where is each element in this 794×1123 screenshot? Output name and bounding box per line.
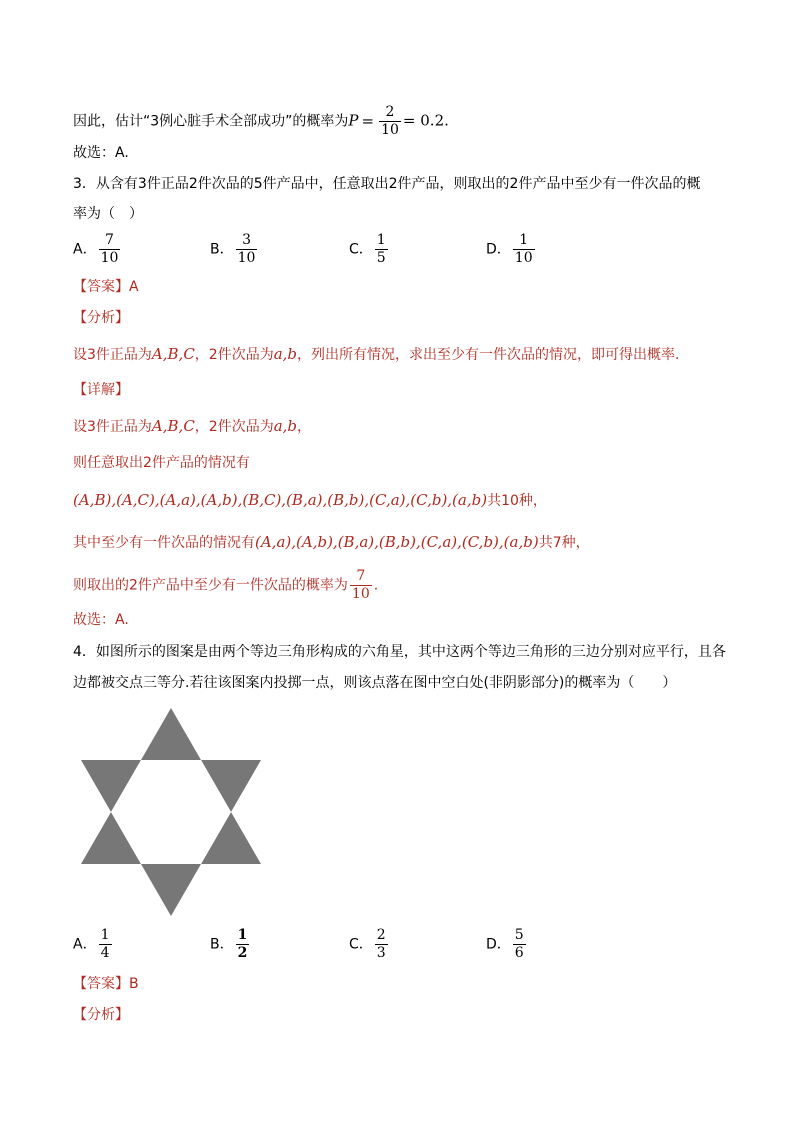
text-segment: 其中至少有一件次品的情况有	[73, 535, 255, 551]
option-fraction	[375, 232, 388, 267]
answer-3: 【答案】A	[73, 279, 139, 295]
question-4-line-2: 边都被交点三等分.若往该图案内投掷一点，则该点落在图中空白处(非阴影部分)的概率为（ ）	[73, 675, 677, 691]
fraction-numerator: 2	[376, 927, 386, 943]
q3-option-b[interactable]	[210, 232, 259, 267]
question-3-line-2: 率为（ ）	[73, 206, 143, 222]
conclusion-value: = 0.2.	[402, 111, 449, 130]
result-line	[73, 568, 378, 603]
all-cases-list: (A,B),(A,C),(A,a),(A,b),(B,C),(B,a),(B,b),(C,a),(C,b),(a,b)	[73, 491, 488, 509]
text-segment: ，2件次品为	[194, 347, 274, 363]
fraction-denominator: 2	[237, 945, 248, 961]
question-4-line-1: 4．如图所示的图案是由两个等边三角形构成的六角星，其中这两个等边三角形的三边分别对应平行，且各	[73, 644, 726, 660]
analysis-4-heading: 【分析】	[73, 1007, 129, 1023]
fraction-denominator: 3	[376, 945, 386, 961]
option-fraction	[375, 927, 388, 962]
q3-option-a[interactable]	[73, 232, 122, 267]
subset-cases-count: 共7种，	[538, 535, 590, 551]
text-segment: ，2件次品为	[194, 419, 274, 435]
fraction-numerator: 2	[385, 104, 395, 120]
text-segment: 设3件正品为	[73, 419, 152, 435]
text-segment: ，	[297, 419, 312, 435]
text-segment: 则取出的2件产品中至少有一件次品的概率为	[73, 577, 348, 594]
option-label: C．	[349, 241, 373, 258]
option-label: D．	[486, 241, 511, 258]
fraction-numerator: 3	[242, 232, 251, 248]
fraction-numerator: 1	[237, 927, 248, 943]
text-segment: ，列出所有情况，求出至少有一件次品的情况，即可得出概率.	[297, 347, 680, 363]
q4-option-b[interactable]	[210, 927, 251, 962]
option-fraction	[236, 232, 258, 267]
text-segment: .	[373, 577, 379, 594]
fraction-denominator: 10	[100, 250, 119, 266]
analysis-3-text	[73, 344, 680, 365]
detail-3-setup	[73, 416, 311, 437]
select-line-2: 故选：A.	[73, 145, 129, 161]
q4-option-a[interactable]	[73, 927, 114, 962]
analysis-3-heading: 【分析】	[73, 310, 129, 326]
prob-symbol: P	[348, 111, 359, 130]
q4-option-c[interactable]	[349, 927, 390, 962]
fraction-denominator: 10	[351, 586, 370, 602]
fraction-denominator: 10	[237, 250, 256, 266]
math-lower-set: a,b	[273, 417, 298, 435]
subset-cases-list: (A,a),(A,b),(B,a),(B,b),(C,a),(C,b),(a,b)	[255, 533, 539, 551]
q3-option-d[interactable]	[486, 232, 537, 267]
q3-option-c[interactable]	[349, 232, 390, 267]
fraction-numerator: 1	[376, 232, 386, 248]
fraction-numerator: 5	[514, 927, 524, 943]
subset-cases-line	[73, 532, 590, 553]
equals-sign: =	[361, 111, 375, 130]
select-line-3: 故选：A.	[73, 612, 129, 628]
fraction-numerator: 7	[105, 232, 114, 248]
option-label: C．	[349, 936, 373, 953]
fraction-denominator: 6	[514, 945, 524, 961]
fraction-numerator: 7	[356, 568, 366, 584]
fraction-denominator: 10	[381, 122, 399, 138]
math-lower-set: a,b	[273, 345, 298, 363]
hexagram-figure	[80, 706, 262, 918]
star-point-top	[141, 708, 201, 760]
all-cases-count: 共10种，	[487, 493, 547, 509]
fraction-denominator: 10	[514, 250, 533, 266]
detail-3-heading: 【详解】	[73, 382, 129, 398]
option-label: A．	[73, 241, 97, 258]
q4-option-d[interactable]	[486, 927, 528, 962]
conclusion-text: 因此，估计“3例心脏手术全部成功”的概率为	[73, 113, 349, 130]
option-label: B．	[210, 241, 234, 258]
question-3-line-1: 3．从含有3件正品2件次品的5件产品中，任意取出2件产品，则取出的2件产品中至少有一件次品的概	[73, 176, 701, 192]
text-segment: 设3件正品为	[73, 347, 152, 363]
fraction-2-10	[379, 104, 401, 139]
fraction-denominator: 4	[100, 945, 110, 961]
option-fraction	[99, 927, 112, 962]
conclusion-line	[73, 104, 449, 139]
case-intro: 则任意取出2件产品的情况有	[73, 455, 250, 471]
all-cases-line	[73, 490, 547, 511]
math-upper-set: A,B,C	[151, 345, 195, 363]
option-fraction	[236, 927, 250, 962]
fraction-numerator: 1	[519, 232, 529, 248]
option-label: B．	[210, 936, 234, 953]
result-fraction	[350, 568, 372, 603]
option-label: D．	[486, 936, 511, 953]
fraction-numerator: 1	[100, 927, 110, 943]
option-fraction	[513, 927, 526, 962]
option-label: A．	[73, 936, 97, 953]
fraction-denominator: 5	[376, 250, 386, 266]
math-upper-set: A,B,C	[151, 417, 195, 435]
option-fraction	[99, 232, 121, 267]
star-point-bottom	[141, 864, 201, 916]
option-fraction	[513, 232, 535, 267]
answer-4: 【答案】B	[73, 976, 139, 992]
